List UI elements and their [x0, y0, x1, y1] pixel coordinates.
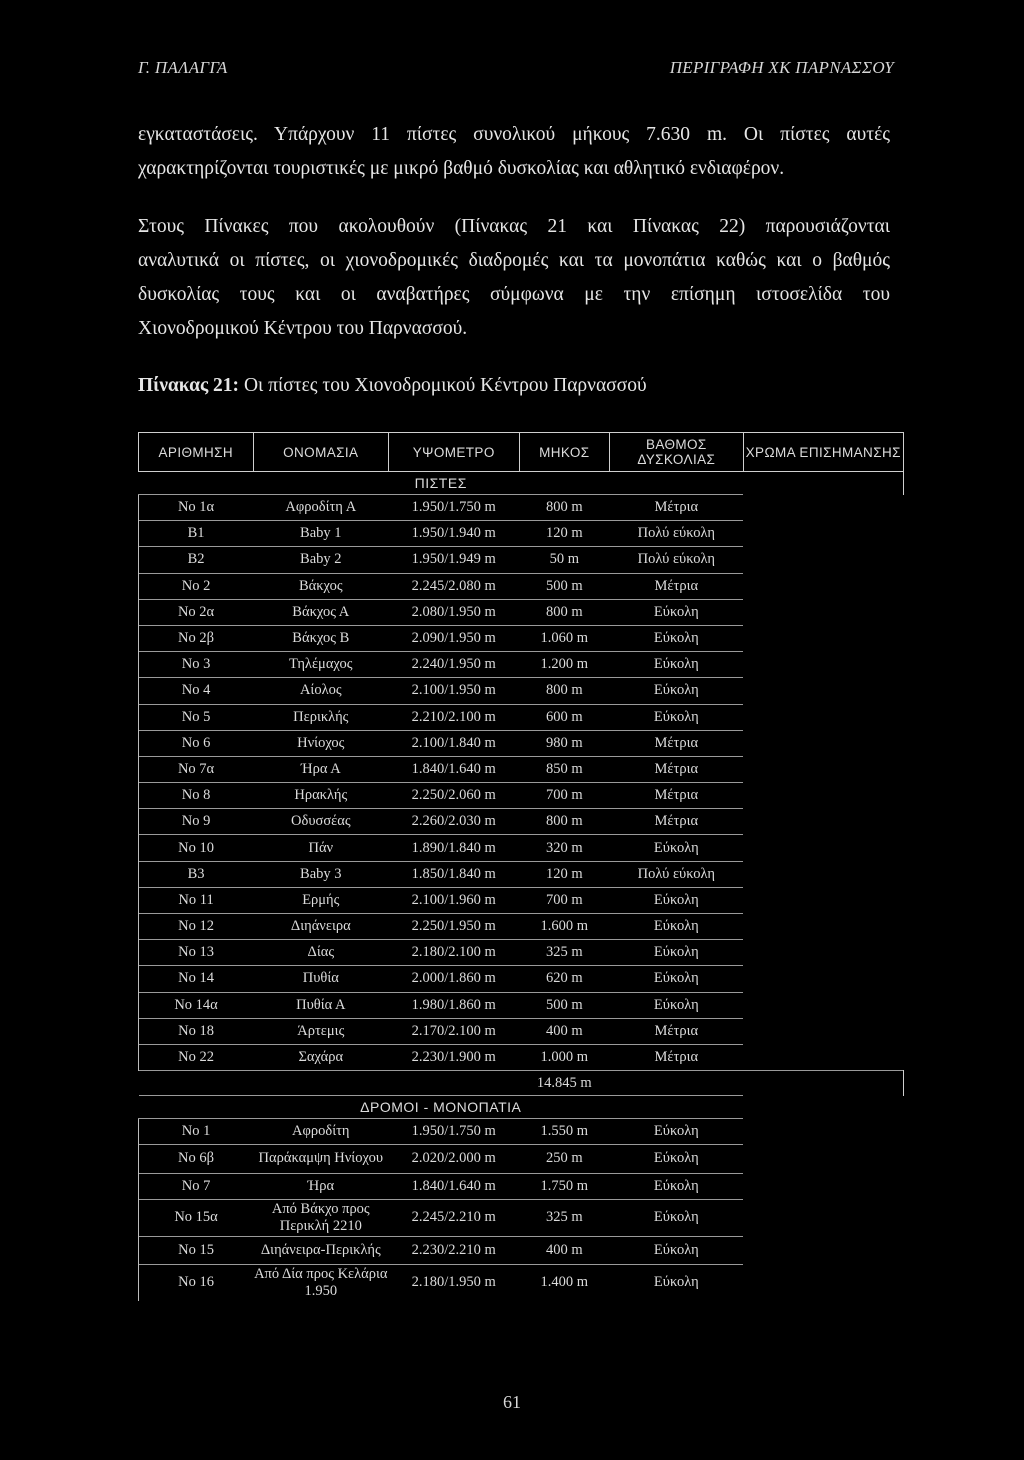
cell-name: Πάν — [253, 835, 388, 861]
cell-name: Baby 3 — [253, 861, 388, 887]
piste-row — [139, 1044, 904, 1070]
cell-name: Δίας — [253, 940, 388, 966]
cell-altitude: 2.210/2.100 m — [388, 704, 519, 730]
cell-name: Ήρα — [253, 1173, 388, 1199]
cell-altitude: 2.100/1.840 m — [388, 730, 519, 756]
cell-difficulty: Μέτρια — [610, 756, 743, 782]
cell-numbering: Νο 3 — [139, 652, 254, 678]
cell-name: Baby 1 — [253, 521, 388, 547]
paragraph-1-line: εγκαταστάσεις. Υπάρχουν 11 πίστες συνολικού μήκους 7.630 m. Οι πίστες αυτές — [138, 124, 890, 145]
cell-name: Αίολος — [253, 678, 388, 704]
cell-length: 800 m — [519, 599, 610, 625]
cell-numbering: Νο 15 — [139, 1236, 254, 1264]
cell-name: Οδυσσέας — [253, 809, 388, 835]
cell-name: Αφροδίτη Α — [253, 495, 388, 521]
cell-difficulty: Εύκολη — [610, 966, 743, 992]
section-title-routes: ΔΡΟΜΟΙ - ΜΟΝΟΠΑΤΙΑ — [139, 1096, 744, 1119]
piste-row — [139, 573, 904, 599]
cell-length: 50 m — [519, 547, 610, 573]
piste-row — [139, 887, 904, 913]
cell-numbering: B1 — [139, 521, 254, 547]
cell-numbering: Νο 5 — [139, 704, 254, 730]
cell-name: Διηάνειρα-Περικλής — [253, 1236, 388, 1264]
cell-length: 700 m — [519, 887, 610, 913]
section-spacer — [743, 1096, 903, 1119]
cell-length: 980 m — [519, 730, 610, 756]
cell-numbering: Νο 1 — [139, 1119, 254, 1145]
cell-altitude: 2.250/1.950 m — [388, 914, 519, 940]
cell-difficulty: Μέτρια — [610, 573, 743, 599]
cell-difficulty: Εύκολη — [610, 835, 743, 861]
cell-altitude: 2.250/2.060 m — [388, 783, 519, 809]
piste-row — [139, 861, 904, 887]
route-row — [139, 1199, 904, 1236]
cell-length: 250 m — [519, 1145, 610, 1173]
cell-difficulty: Εύκολη — [610, 1119, 743, 1145]
piste-row — [139, 547, 904, 573]
route-row — [139, 1236, 904, 1264]
cell-numbering: Νο 10 — [139, 835, 254, 861]
cell-difficulty: Πολύ εύκολη — [610, 521, 743, 547]
cell-length: 1.000 m — [519, 1044, 610, 1070]
cell-altitude: 2.170/2.100 m — [388, 1018, 519, 1044]
cell-altitude: 1.980/1.860 m — [388, 992, 519, 1018]
piste-row — [139, 652, 904, 678]
paragraph-2-line: Χιονοδρομικού Κέντρου του Παρνασσού. — [138, 318, 468, 339]
header-author: Γ. ΠΑΛΑΓΓΑ — [138, 58, 228, 77]
cell-name: Baby 2 — [253, 547, 388, 573]
col-header-name: ΟΝΟΜΑΣΙΑ — [253, 433, 388, 472]
cell-altitude: 1.840/1.640 m — [388, 756, 519, 782]
cell-name: Από Δία προς Κελάρια 1.950 — [254, 1265, 388, 1299]
cell-difficulty: Μέτρια — [610, 1018, 743, 1044]
total-row-empty-cell — [388, 1071, 519, 1096]
col-header-length: ΜΗΚΟΣ — [519, 433, 610, 472]
cell-altitude: 2.240/1.950 m — [388, 652, 519, 678]
cell-difficulty: Μέτρια — [610, 495, 743, 521]
cell-difficulty: Μέτρια — [610, 730, 743, 756]
cell-name: Ερμής — [253, 887, 388, 913]
cell-numbering: Νο 9 — [139, 809, 254, 835]
table-caption-label: Πίνακας 21: — [138, 375, 240, 396]
piste-row — [139, 783, 904, 809]
cell-length: 320 m — [519, 835, 610, 861]
cell-length: 700 m — [519, 783, 610, 809]
cell-name: Ηρακλής — [253, 783, 388, 809]
cell-altitude: 2.000/1.860 m — [388, 966, 519, 992]
piste-row — [139, 992, 904, 1018]
total-row-empty-cell — [139, 1071, 254, 1096]
total-row-empty-cell — [610, 1071, 743, 1096]
piste-row — [139, 495, 904, 521]
cell-numbering: B2 — [139, 547, 254, 573]
piste-row — [139, 704, 904, 730]
cell-numbering: Νο 6β — [139, 1145, 254, 1173]
cell-name: Ήρα Α — [253, 756, 388, 782]
cell-difficulty: Εύκολη — [610, 1145, 743, 1173]
cell-altitude: 2.090/1.950 m — [388, 625, 519, 651]
section-row-pistes — [139, 472, 904, 495]
pistes-table-container — [138, 432, 904, 1301]
cell-difficulty: Εύκολη — [610, 704, 743, 730]
cell-name: Πυθία — [253, 966, 388, 992]
total-length: 14.845 m — [519, 1071, 610, 1096]
route-row — [139, 1173, 904, 1199]
cell-name: Βάκχος Β — [253, 625, 388, 651]
cell-length: 1.060 m — [519, 625, 610, 651]
table-header-row — [139, 433, 904, 472]
cell-length: 500 m — [519, 992, 610, 1018]
cell-numbering: Νο 2β — [139, 625, 254, 651]
piste-row — [139, 730, 904, 756]
cell-length: 1.550 m — [519, 1119, 610, 1145]
cell-altitude: 1.850/1.840 m — [388, 861, 519, 887]
piste-row — [139, 625, 904, 651]
page-number: 61 — [503, 1392, 521, 1412]
cell-numbering: Νο 18 — [139, 1018, 254, 1044]
cell-numbering: Νο 8 — [139, 783, 254, 809]
cell-altitude: 1.890/1.840 m — [388, 835, 519, 861]
cell-altitude: 2.260/2.030 m — [388, 809, 519, 835]
cell-altitude: 2.100/1.950 m — [388, 678, 519, 704]
piste-row — [139, 835, 904, 861]
cell-name: Διηάνειρα — [253, 914, 388, 940]
cell-name: Παράκαμψη Ηνίοχου — [253, 1145, 388, 1173]
cell-length: 1.400 m — [519, 1264, 610, 1301]
total-row-empty-cell — [253, 1071, 388, 1096]
paragraph-2-line: αναλυτικά οι πίστες, οι χιονοδρομικές διαδρομές και τα μονοπάτια καθώς και ο βαθμός — [138, 250, 890, 271]
cell-altitude: 2.230/2.210 m — [388, 1236, 519, 1264]
piste-row — [139, 521, 904, 547]
piste-row — [139, 914, 904, 940]
cell-length: 400 m — [519, 1018, 610, 1044]
cell-length: 620 m — [519, 966, 610, 992]
cell-numbering: Νο 2 — [139, 573, 254, 599]
piste-row — [139, 809, 904, 835]
cell-altitude: 2.180/2.100 m — [388, 940, 519, 966]
cell-numbering: Νο 12 — [139, 914, 254, 940]
cell-difficulty: Μέτρια — [610, 783, 743, 809]
cell-difficulty: Εύκολη — [610, 914, 743, 940]
table-caption-text: Οι πίστες του Χιονοδρομικού Κέντρου Παρνασσού — [243, 375, 647, 396]
cell-numbering: Νο 7α — [139, 756, 254, 782]
cell-difficulty: Εύκολη — [610, 625, 743, 651]
cell-altitude: 2.080/1.950 m — [388, 599, 519, 625]
piste-row — [139, 756, 904, 782]
cell-length: 800 m — [519, 495, 610, 521]
table-caption — [138, 375, 647, 397]
section-title-pistes: ΠΙΣΤΕΣ — [414, 475, 467, 491]
cell-numbering: Νο 13 — [139, 940, 254, 966]
cell-difficulty: Πολύ εύκολη — [610, 547, 743, 573]
cell-length: 500 m — [519, 573, 610, 599]
cell-numbering: Νο 15α — [139, 1199, 254, 1236]
cell-numbering: Νο 2α — [139, 599, 254, 625]
cell-length: 325 m — [519, 940, 610, 966]
cell-name: Βάκχος Α — [253, 599, 388, 625]
cell-numbering: Νο 14 — [139, 966, 254, 992]
cell-length: 120 m — [519, 521, 610, 547]
cell-difficulty: Εύκολη — [610, 599, 743, 625]
cell-name: Ηνίοχος — [253, 730, 388, 756]
cell-difficulty: Εύκολη — [610, 1264, 743, 1301]
cell-numbering: Νο 4 — [139, 678, 254, 704]
cell-difficulty: Εύκολη — [610, 940, 743, 966]
cell-length: 325 m — [519, 1199, 610, 1236]
section-row-routes — [139, 1096, 904, 1119]
cell-difficulty: Εύκολη — [610, 1199, 743, 1236]
cell-difficulty: Εύκολη — [610, 652, 743, 678]
cell-numbering: B3 — [139, 861, 254, 887]
cell-difficulty: Εύκολη — [610, 678, 743, 704]
cell-numbering: Νο 14α — [139, 992, 254, 1018]
cell-length: 1.600 m — [519, 914, 610, 940]
route-row — [139, 1119, 904, 1145]
cell-difficulty: Πολύ εύκολη — [610, 861, 743, 887]
cell-length: 800 m — [519, 678, 610, 704]
piste-row — [139, 1018, 904, 1044]
cell-numbering: Νο 1α — [139, 495, 254, 521]
cell-numbering: Νο 16 — [139, 1264, 254, 1301]
paragraph-2-line: Στους Πίνακες που ακολουθούν (Πίνακας 21 και Πίνακας 22) παρουσιάζονται — [138, 216, 890, 237]
table-body — [139, 472, 904, 1301]
piste-row — [139, 966, 904, 992]
cell-altitude: 2.245/2.080 m — [388, 573, 519, 599]
paragraph-1 — [138, 118, 890, 186]
col-header-altitude: ΥΨΟΜΕΤΡΟ — [388, 433, 519, 472]
total-row — [139, 1071, 904, 1096]
pistes-table — [138, 432, 904, 1301]
cell-length: 800 m — [519, 809, 610, 835]
col-header-color: ΧΡΩΜΑ ΕΠΙΣΗΜΑΝΣΗΣ — [743, 433, 903, 472]
piste-row — [139, 678, 904, 704]
cell-name: Περικλής — [253, 704, 388, 730]
cell-altitude: 1.950/1.940 m — [388, 521, 519, 547]
col-header-difficulty: ΒΑΘΜΟΣ ΔΥΣΚΟΛΙΑΣ — [610, 433, 743, 472]
cell-altitude: 2.230/1.900 m — [388, 1044, 519, 1070]
cell-difficulty: Μέτρια — [610, 809, 743, 835]
paragraph-2 — [138, 210, 890, 346]
cell-difficulty: Εύκολη — [610, 1173, 743, 1199]
route-row — [139, 1145, 904, 1173]
cell-length: 600 m — [519, 704, 610, 730]
cell-length: 1.200 m — [519, 652, 610, 678]
cell-numbering: Νο 22 — [139, 1044, 254, 1070]
cell-difficulty: Μέτρια — [610, 1044, 743, 1070]
cell-length: 1.750 m — [519, 1173, 610, 1199]
col-header-numbering: ΑΡΙΘΜΗΣΗ — [139, 433, 254, 472]
cell-length: 850 m — [519, 756, 610, 782]
cell-name: Άρτεμις — [253, 1018, 388, 1044]
paragraph-2-line: δυσκολίας τους και οι αναβατήρες σύμφωνα με την επίσημη ιστοσελίδα του — [138, 284, 890, 305]
cell-altitude: 1.950/1.750 m — [388, 495, 519, 521]
cell-length: 120 m — [519, 861, 610, 887]
cell-name: Αφροδίτη — [253, 1119, 388, 1145]
cell-numbering: Νο 6 — [139, 730, 254, 756]
piste-row — [139, 599, 904, 625]
cell-name: Βάκχος — [253, 573, 388, 599]
cell-difficulty: Εύκολη — [610, 887, 743, 913]
cell-length: 400 m — [519, 1236, 610, 1264]
cell-altitude: 2.020/2.000 m — [388, 1145, 519, 1173]
cell-altitude: 1.950/1.949 m — [388, 547, 519, 573]
section-spacer — [743, 472, 903, 495]
cell-altitude: 2.245/2.210 m — [388, 1199, 519, 1236]
piste-row — [139, 940, 904, 966]
cell-altitude: 1.950/1.750 m — [388, 1119, 519, 1145]
cell-name: Τηλέμαχος — [253, 652, 388, 678]
cell-altitude: 2.100/1.960 m — [388, 887, 519, 913]
cell-difficulty: Εύκολη — [610, 1236, 743, 1264]
cell-numbering: Νο 11 — [139, 887, 254, 913]
cell-numbering: Νο 7 — [139, 1173, 254, 1199]
paragraph-1-line: χαρακτηρίζονται τουριστικές με μικρό βαθμό δυσκολίας και αθλητικό ενδιαφέρον. — [138, 158, 785, 179]
total-row-empty-cell — [743, 1071, 903, 1096]
cell-altitude: 2.180/1.950 m — [388, 1264, 519, 1301]
cell-name: Πυθία Α — [253, 992, 388, 1018]
route-row — [139, 1264, 904, 1301]
header-title: ΠΕΡΙΓΡΑΦΗ ΧΚ ΠΑΡΝΑΣΣΟΥ — [669, 58, 894, 77]
cell-name: Σαχάρα — [253, 1044, 388, 1070]
cell-difficulty: Εύκολη — [610, 992, 743, 1018]
cell-name: Από Βάκχο προς Περικλή 2210 — [253, 1199, 388, 1236]
cell-altitude: 1.840/1.640 m — [388, 1173, 519, 1199]
